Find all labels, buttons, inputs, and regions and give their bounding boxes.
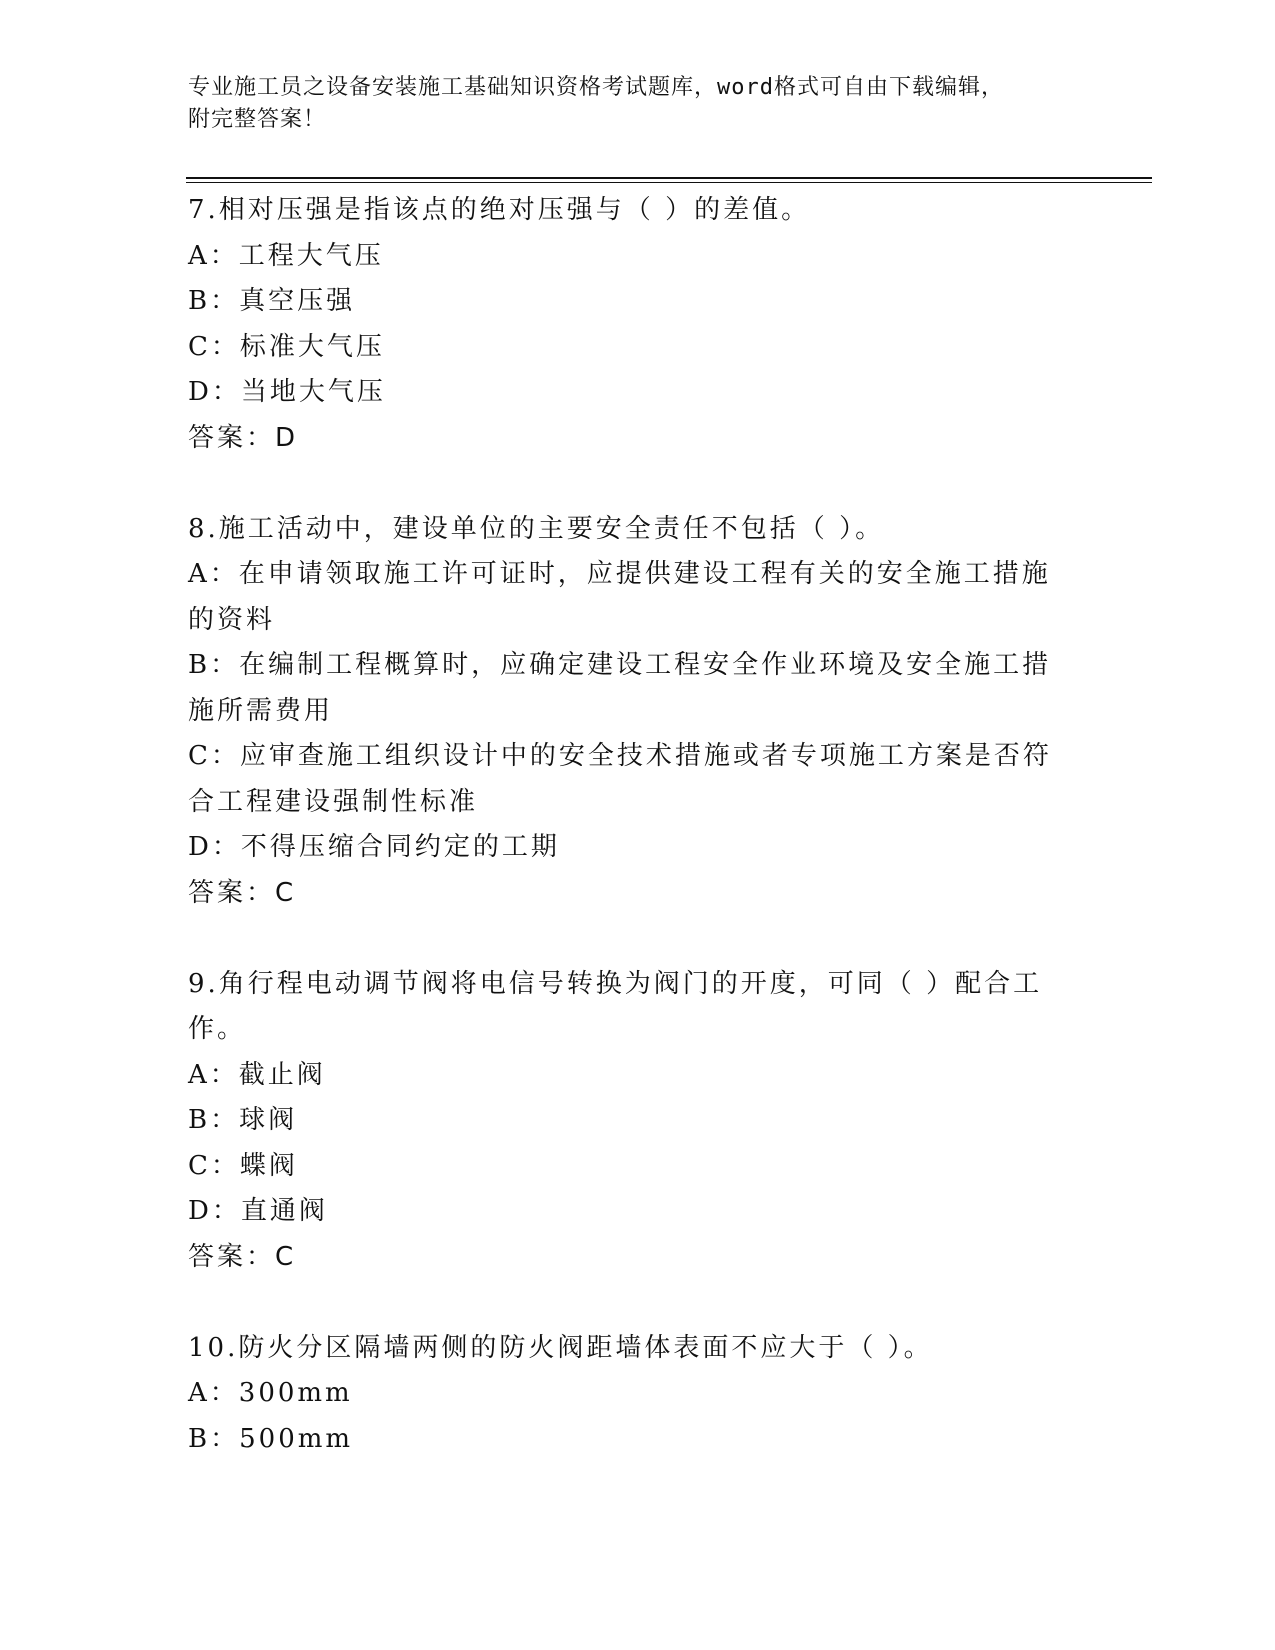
option-d: D：直通阀 [188, 1196, 328, 1226]
header-divider-thin [186, 182, 1152, 183]
option-d: D：当地大气压 [188, 377, 386, 407]
question-stem: 7.相对压强是指该点的绝对压强与（ ）的差值。 [188, 195, 811, 225]
option-c: C：应审查施工组织设计中的安全技术措施或者专项施工方案是否符合工程建设强制性标准 [188, 741, 1052, 817]
question-7 [188, 188, 1078, 461]
answer: 答案：C [188, 1241, 297, 1272]
option-c: C：标准大气压 [188, 331, 385, 362]
document-header [188, 72, 1068, 136]
question-list [188, 188, 1078, 1462]
option-b: B：真空压强 [188, 286, 356, 316]
option-b: B：在编制工程概算时，应确定建设工程安全作业环境及安全施工措施所需费用 [188, 650, 1052, 726]
question-stem: 9.角行程电动调节阀将电信号转换为阀门的开度，可同（ ）配合工作。 [188, 968, 1043, 1044]
option-d: D：不得压缩合同约定的工期 [188, 832, 560, 862]
question-stem: 8.施工活动中，建设单位的主要安全责任不包括（ ）。 [188, 513, 885, 544]
option-a: A：工程大气压 [188, 240, 384, 271]
question-9 [188, 962, 1078, 1281]
option-a: A：截止阀 [188, 1059, 326, 1090]
option-c: C：蝶阀 [188, 1150, 298, 1181]
question-10 [188, 1326, 1078, 1463]
question-8 [188, 507, 1078, 917]
answer: 答案：D [188, 422, 299, 453]
header-line-2: 附完整答案！ [188, 107, 327, 132]
option-b: B：500mm [188, 1423, 354, 1454]
option-a: A：在申请领取施工许可证时，应提供建设工程有关的安全施工措施的资料 [188, 559, 1051, 635]
question-stem: 10.防火分区隔墙两侧的防火阀距墙体表面不应大于（ ）。 [188, 1332, 933, 1363]
option-a: A：300mm [188, 1378, 353, 1408]
answer: 答案：C [188, 877, 297, 908]
option-b: B：球阀 [188, 1105, 298, 1135]
header-line-1: 专业施工员之设备安装施工基础知识资格考试题库，word格式可自由下载编辑， [188, 75, 1004, 100]
header-divider [186, 177, 1152, 179]
